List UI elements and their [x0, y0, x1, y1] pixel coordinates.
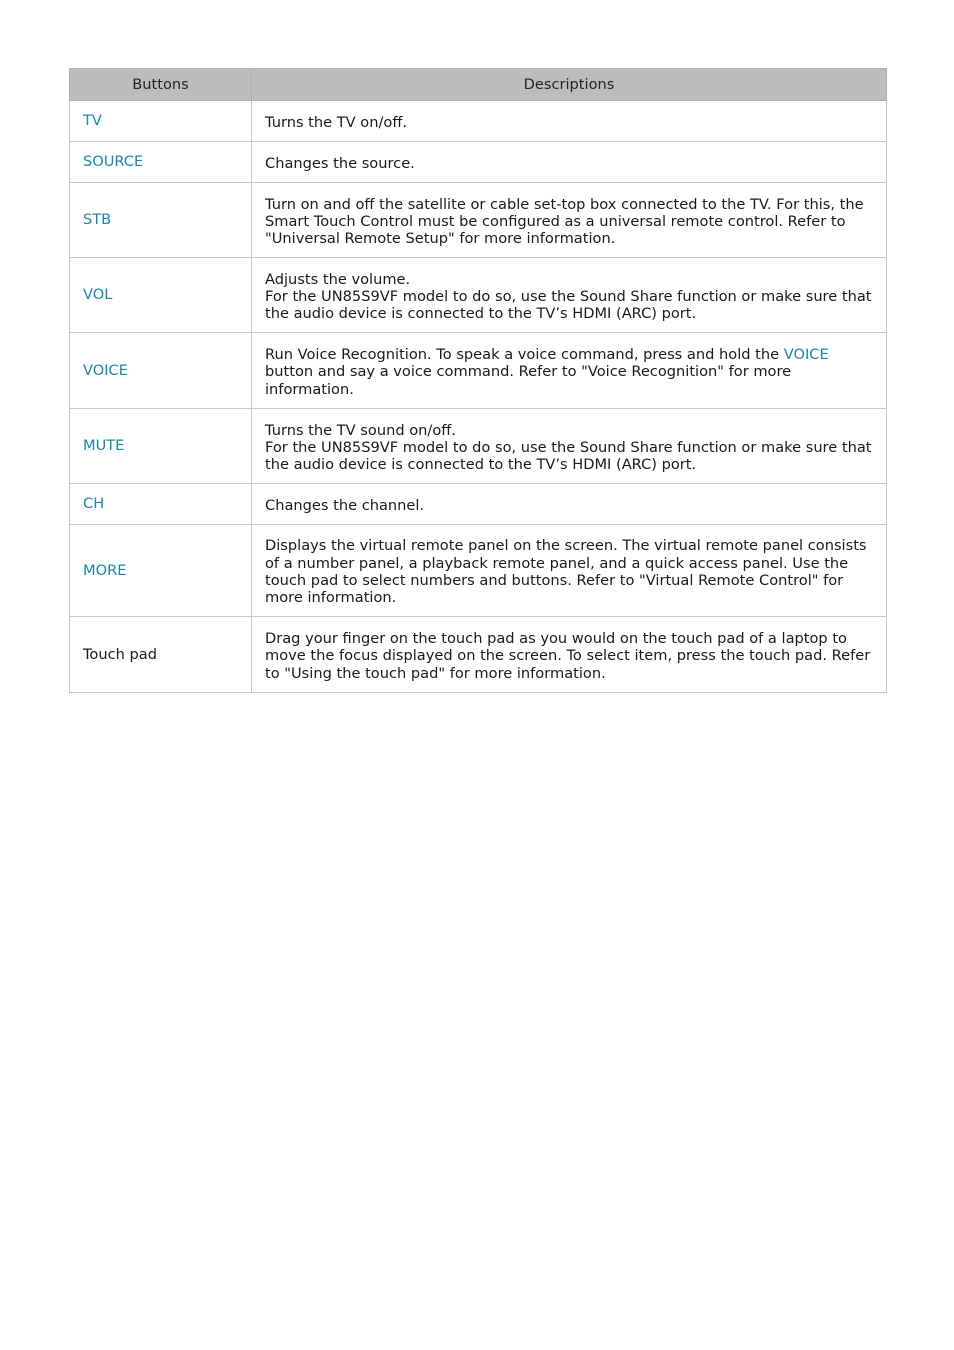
- button-name-ch: CH: [70, 484, 252, 525]
- table-row: [70, 183, 887, 258]
- description-text: Turn on and off the satellite or cable set-top box connected to the TV. For this, the Smart Touch Control must be configured as a universal remote control. Refer to "Universal Remote Setup" for more information.: [265, 195, 864, 248]
- table-row: [70, 484, 887, 525]
- voice-button-reference: VOICE: [783, 346, 829, 364]
- description-cell: [252, 183, 887, 258]
- description-cell: [252, 617, 887, 693]
- description-text: Adjusts the volume.: [265, 270, 411, 288]
- description-text: Turns the TV on/off.: [265, 113, 408, 131]
- table-row: [70, 617, 887, 693]
- description-cell: [252, 333, 887, 409]
- header-buttons: Buttons: [70, 69, 252, 101]
- button-name-vol: VOL: [70, 258, 252, 333]
- button-name-tv: TV: [70, 101, 252, 142]
- table-row: [70, 142, 887, 183]
- header-descriptions: Descriptions: [252, 69, 887, 101]
- description-text: For the UN85S9VF model to do so, use the Sound Share function or make sure that the audio device is connected to the TV’s HDMI (ARC) port.: [265, 287, 872, 323]
- description-text: Changes the source.: [265, 154, 415, 172]
- table-header-row: [70, 69, 887, 101]
- table-row: [70, 333, 887, 409]
- table-row: [70, 409, 887, 484]
- description-cell: [252, 101, 887, 142]
- button-name-more: MORE: [70, 525, 252, 617]
- buttons-table: [69, 68, 887, 693]
- table-row: [70, 101, 887, 142]
- table-row: [70, 258, 887, 333]
- description-text: Changes the channel.: [265, 496, 425, 514]
- description-cell: [252, 409, 887, 484]
- button-name-stb: STB: [70, 183, 252, 258]
- description-text: button and say a voice command. Refer to "Voice Recognition" for more information.: [265, 363, 792, 398]
- button-name-source: SOURCE: [70, 142, 252, 183]
- description-text: Drag your finger on the touch pad as you would on the touch pad of a laptop to move the focus displayed on the screen. To select item, press the touch pad. Refer to "Using the touch pad" for more information.: [265, 630, 871, 682]
- button-name-voice: VOICE: [70, 333, 252, 409]
- description-cell: [252, 142, 887, 183]
- description-text: Turns the TV sound on/off.: [265, 421, 456, 439]
- button-name-mute: MUTE: [70, 409, 252, 484]
- description-cell: [252, 484, 887, 525]
- description-text: For the UN85S9VF model to do so, use the Sound Share function or make sure that the audio device is connected to the TV’s HDMI (ARC) port.: [265, 438, 872, 474]
- table-row: [70, 525, 887, 617]
- description-cell: [252, 525, 887, 617]
- description-text: Run Voice Recognition. To speak a voice command, press and hold the: [265, 346, 784, 364]
- description-cell: [252, 258, 887, 333]
- button-name-touch-pad: Touch pad: [70, 617, 252, 693]
- description-text: Displays the virtual remote panel on the screen. The virtual remote panel consists of a number panel, a playback remote panel, and a quick access panel. Use the touch pad to select numbers and buttons. Refer to "Virtual Remote Control" for more information.: [265, 537, 867, 607]
